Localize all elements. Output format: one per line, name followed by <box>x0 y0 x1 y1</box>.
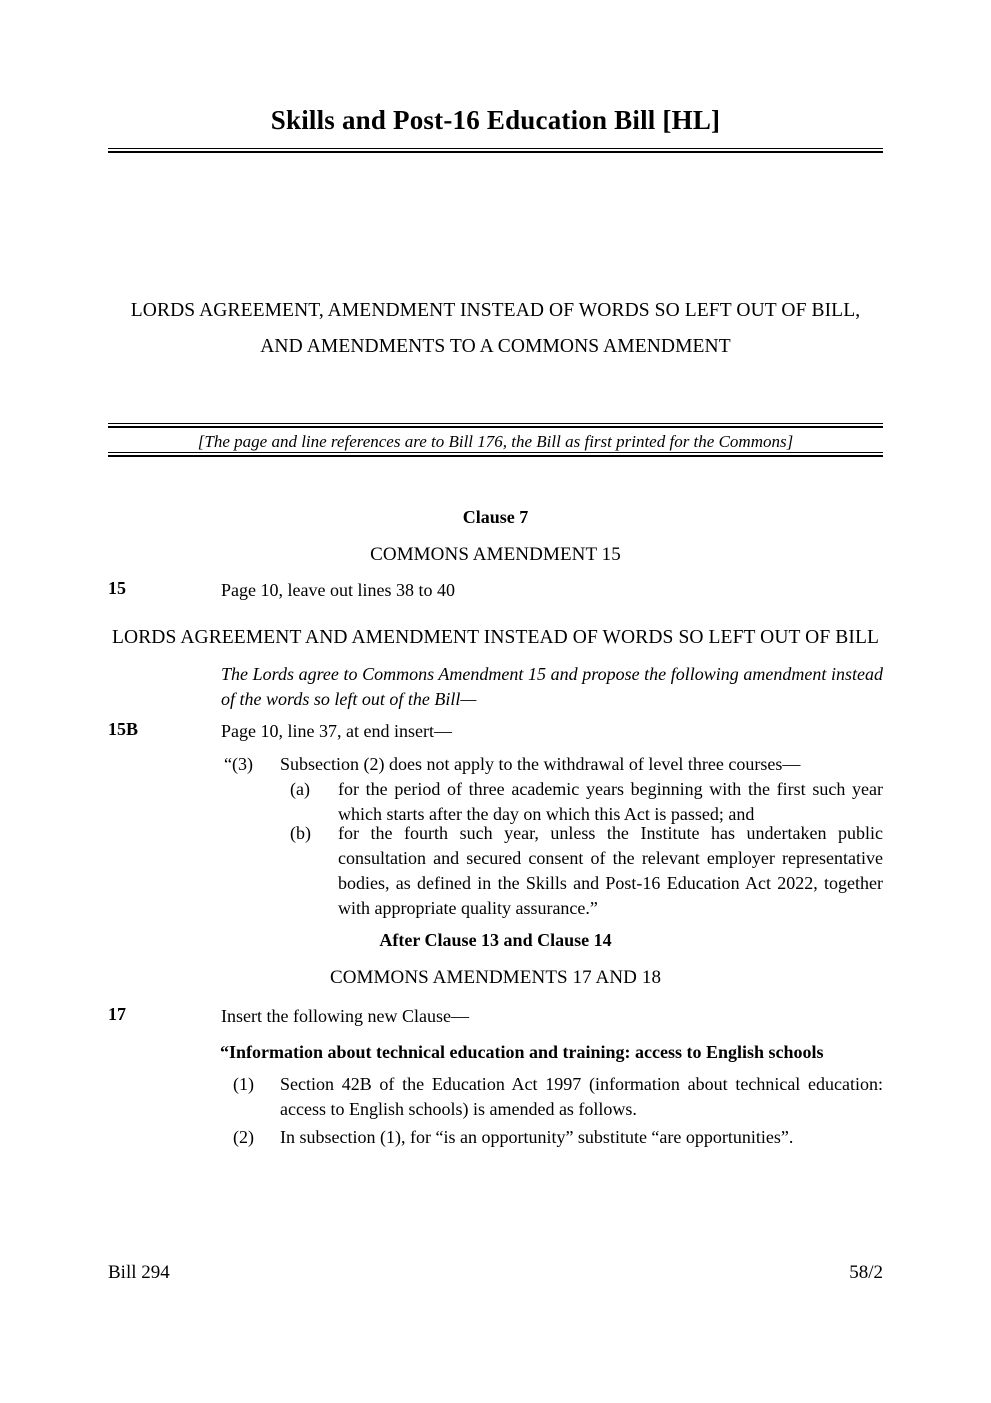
new-clause-subsection-2 <box>233 1125 883 1150</box>
lords-agreement-heading: LORDS AGREEMENT AND AMENDMENT INSTEAD OF WORDS SO LEFT OUT OF BILL <box>112 627 879 648</box>
lords-statement-row <box>108 662 883 712</box>
new-clause-subsection-2-marker: (2) <box>233 1127 254 1147</box>
clause-heading-7: Clause 7 <box>462 507 529 527</box>
page-title: Skills and Post-16 Education Bill [HL] <box>270 105 721 135</box>
new-clause-subsection-2-text: In subsection (1), for “is an opportunity” substitute “are opportunities”. <box>280 1127 794 1147</box>
inserted-subsection-3-text: Subsection (2) does not apply to the withdrawal of level three courses— <box>280 754 801 774</box>
new-clause-subsection-1 <box>233 1072 883 1122</box>
subject-heading-line-1: LORDS AGREEMENT, AMENDMENT INSTEAD OF WORDS SO LEFT OUT OF BILL, <box>130 300 861 321</box>
new-clause-subsection-1-text: Section 42B of the Education Act 1997 (information about technical education: access to English schools) is amended as follows. <box>280 1074 883 1119</box>
inserted-paragraph-a-text: for the period of three academic years beginning with the first such year which starts after the day on which this Act is passed; and <box>338 779 883 824</box>
amendment-text-15B: Page 10, line 37, at end insert— <box>221 721 452 741</box>
inserted-subsection-3 <box>224 752 883 777</box>
inserted-paragraph-b-text: for the fourth such year, unless the Institute has undertaken public consultation and secured consent of the relevant employer representative bodies, as defined in the Skills and Post-16 Education Act 2022, together with appropriate quality assurance.” <box>338 823 883 918</box>
amendment-entry-15B <box>108 719 883 744</box>
amendment-entry-15 <box>108 578 883 603</box>
lords-statement-text: The Lords agree to Commons Amendment 15 and propose the following amendment instead of the words so left out of the Bill— <box>221 664 883 709</box>
new-clause-subsection-1-marker: (1) <box>233 1074 254 1094</box>
amendment-number-15B: 15B <box>108 719 139 739</box>
inserted-paragraph-b-marker: (b) <box>290 823 311 843</box>
commons-amendment-heading-15: COMMONS AMENDMENT 15 <box>370 544 621 565</box>
amendment-number-17: 17 <box>108 1004 126 1024</box>
note-divider-bottom <box>108 452 883 457</box>
note-divider-top <box>108 423 883 428</box>
title-divider <box>108 148 883 153</box>
new-clause-title: “Information about technical education and training: access to English schools <box>220 1042 824 1062</box>
bill-number: Bill 294 <box>108 1262 170 1283</box>
amendment-text-17: Insert the following new Clause— <box>221 1006 469 1026</box>
clause-heading-13-14: After Clause 13 and Clause 14 <box>379 930 612 950</box>
inserted-subsection-3-marker: “(3) <box>224 754 253 774</box>
amendment-text-15: Page 10, leave out lines 38 to 40 <box>221 580 455 600</box>
reference-note: [The page and line references are to Bill 176, the Bill as first printed for the Commons] <box>197 432 794 451</box>
page-reference: 58/2 <box>849 1262 883 1283</box>
amendment-entry-17 <box>108 1004 883 1029</box>
amendment-number-15: 15 <box>108 578 126 598</box>
subject-heading-line-2: AND AMENDMENTS TO A COMMONS AMENDMENT <box>260 336 731 357</box>
inserted-paragraph-b <box>290 821 883 921</box>
inserted-paragraph-a-marker: (a) <box>290 779 310 799</box>
page-footer <box>108 1262 883 1284</box>
inserted-paragraph-a <box>290 777 883 827</box>
commons-amendment-heading-17-18: COMMONS AMENDMENTS 17 AND 18 <box>329 967 662 988</box>
